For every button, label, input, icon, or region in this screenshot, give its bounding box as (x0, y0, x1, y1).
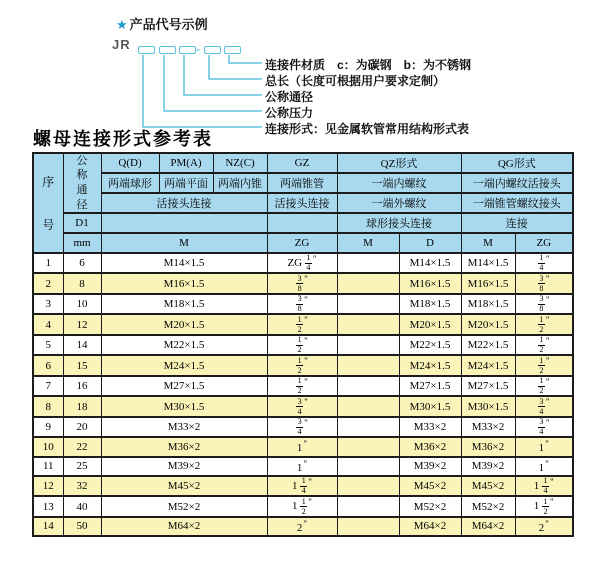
cell-dn: 20 (63, 417, 101, 437)
diagram-label-material: 连接件材质 c：为碳钢 b：为不锈钢 (265, 58, 472, 72)
cell-dn: 10 (63, 294, 101, 314)
header-endform-qz: 一端内螺纹 (337, 173, 461, 193)
cell-seq: 13 (33, 496, 63, 516)
cell-qz-m (337, 417, 399, 437)
cell-dn: 32 (63, 476, 101, 496)
cell-qz-d: M33×2 (399, 417, 461, 437)
cell-gz: $\frac{3}{4}$ " (267, 417, 337, 437)
diagram-label-diameter: 公称通径 (265, 90, 314, 104)
table-row (33, 396, 573, 416)
header-unit-m-qg: M (461, 233, 515, 253)
table-row (33, 517, 573, 536)
cell-gz: $\frac{1}{2}$ " (267, 314, 337, 334)
cell-gz: ZG $\frac{1}{4}$ " (267, 253, 337, 273)
table-row (33, 417, 573, 437)
header-group-gz: GZ (267, 153, 337, 173)
cell-qz-d: M39×2 (399, 457, 461, 476)
header-unit-zg-gz: ZG (267, 233, 337, 253)
cell-qz-m (337, 517, 399, 536)
cell-qz-m (337, 376, 399, 396)
cell-qg-m: M27×1.5 (461, 376, 515, 396)
cell-gz: $\frac{1}{2}$ " (267, 335, 337, 355)
cell-seq: 12 (33, 476, 63, 496)
cell-dn: 15 (63, 355, 101, 375)
header-d1: D1 (63, 213, 101, 233)
cell-qg-zg: 2" (515, 517, 573, 536)
table-row (33, 314, 573, 334)
header-unit-zg-qg: ZG (515, 233, 573, 253)
header-conn-ball: 球形接头连接 (337, 213, 461, 233)
header-endform-gz: 两端锥管 (267, 173, 337, 193)
cell-qg-zg: $\frac{3}{4}$ " (515, 417, 573, 437)
header-d1-blank-left (101, 213, 267, 233)
header-row-units (33, 233, 573, 253)
cell-qg-zg: $\frac{1}{4}$ " (515, 253, 573, 273)
cell-seq: 6 (33, 355, 63, 375)
table-row (33, 376, 573, 396)
cell-qg-m: M14×1.5 (461, 253, 515, 273)
cell-seq: 14 (33, 517, 63, 536)
cell-seq: 5 (33, 335, 63, 355)
cell-m-thread: M30×1.5 (101, 396, 267, 416)
header-group-nzc: NZ(C) (213, 153, 267, 173)
code-box-5 (224, 46, 241, 54)
header-row-end-forms (33, 173, 573, 193)
header-conn-union-gz: 活接头连接 (267, 193, 337, 213)
cell-qg-m: M39×2 (461, 457, 515, 476)
header-unit-m-wide: M (101, 233, 267, 253)
code-box-3 (179, 46, 196, 54)
cell-gz: $\frac{1}{2}$ " (267, 355, 337, 375)
header-row-connections (33, 193, 573, 213)
cell-qg-m: M18×1.5 (461, 294, 515, 314)
cell-qg-zg: $\frac{1}{2}$ " (515, 355, 573, 375)
cell-qz-m (337, 437, 399, 456)
cell-qz-d: M16×1.5 (399, 273, 461, 293)
header-unit-d-qz: D (399, 233, 461, 253)
cell-seq: 10 (33, 437, 63, 456)
cell-qz-m (337, 273, 399, 293)
cell-qz-m (337, 476, 399, 496)
cell-qz-d: M45×2 (399, 476, 461, 496)
cell-m-thread: M39×2 (101, 457, 267, 476)
header-conn-taper: 一端锥管螺纹接头 (461, 193, 573, 213)
cell-qg-m: M52×2 (461, 496, 515, 516)
table-row (33, 457, 573, 476)
cell-qg-zg: $\frac{1}{2}$ " (515, 314, 573, 334)
cell-m-thread: M45×2 (101, 476, 267, 496)
cell-dn: 22 (63, 437, 101, 456)
cell-qz-m (337, 314, 399, 334)
cell-qz-d: M64×2 (399, 517, 461, 536)
table-row (33, 437, 573, 456)
table-body (33, 253, 573, 536)
cell-seq: 1 (33, 253, 63, 273)
cell-qg-zg: 1 $\frac{1}{4}$ " (515, 476, 573, 496)
header-endform-qd: 两端球形 (101, 173, 159, 193)
cell-qg-zg: $\frac{3}{4}$ " (515, 396, 573, 416)
cell-qz-d: M27×1.5 (399, 376, 461, 396)
cell-qz-d: M18×1.5 (399, 294, 461, 314)
cell-qg-zg: $\frac{3}{8}$ " (515, 294, 573, 314)
header-row-d1 (33, 213, 573, 233)
header-endform-nzc: 两端内锥 (213, 173, 267, 193)
header-endform-qg: 一端内螺纹活接头 (461, 173, 573, 193)
cell-qg-m: M45×2 (461, 476, 515, 496)
cell-seq: 7 (33, 376, 63, 396)
cell-qg-m: M30×1.5 (461, 396, 515, 416)
cell-seq: 11 (33, 457, 63, 476)
cell-seq: 2 (33, 273, 63, 293)
table-row (33, 496, 573, 516)
cell-gz: $\frac{3}{8}$ " (267, 294, 337, 314)
cell-dn: 14 (63, 335, 101, 355)
nut-connection-reference-table (32, 152, 574, 537)
header-conn-union: 活接头连接 (101, 193, 267, 213)
cell-dn: 12 (63, 314, 101, 334)
table-title: 螺母连接形式参考表 (33, 129, 213, 150)
cell-gz: 1 $\frac{1}{4}$ " (267, 476, 337, 496)
cell-m-thread: M20×1.5 (101, 314, 267, 334)
cell-qg-m: M16×1.5 (461, 273, 515, 293)
cell-qg-zg: 1" (515, 437, 573, 456)
code-box-4 (204, 46, 221, 54)
cell-m-thread: M27×1.5 (101, 376, 267, 396)
table-row (33, 294, 573, 314)
header-seq: 序 号 (33, 153, 63, 253)
cell-gz: $\frac{1}{2}$ " (267, 376, 337, 396)
header-conn-external: 一端外螺纹 (337, 193, 461, 213)
cell-dn: 6 (63, 253, 101, 273)
cell-qz-d: M36×2 (399, 437, 461, 456)
cell-seq: 9 (33, 417, 63, 437)
cell-qz-m (337, 253, 399, 273)
cell-qg-zg: 1" (515, 457, 573, 476)
cell-m-thread: M52×2 (101, 496, 267, 516)
cell-m-thread: M18×1.5 (101, 294, 267, 314)
cell-qg-m: M64×2 (461, 517, 515, 536)
header-conn-plain: 连接 (461, 213, 573, 233)
code-dash: - (196, 42, 200, 56)
cell-dn: 8 (63, 273, 101, 293)
cell-m-thread: M64×2 (101, 517, 267, 536)
cell-qz-d: M22×1.5 (399, 335, 461, 355)
cell-qg-m: M20×1.5 (461, 314, 515, 334)
cell-m-thread: M22×1.5 (101, 335, 267, 355)
cell-seq: 8 (33, 396, 63, 416)
cell-qg-m: M36×2 (461, 437, 515, 456)
cell-qz-m (337, 335, 399, 355)
diagram-label-pressure: 公称压力 (265, 106, 314, 120)
header-dn: 公 称 通 径 (63, 153, 101, 213)
cell-dn: 40 (63, 496, 101, 516)
code-box-2 (159, 46, 176, 54)
header-group-qz: QZ形式 (337, 153, 461, 173)
cell-qz-d: M52×2 (399, 496, 461, 516)
cell-dn: 16 (63, 376, 101, 396)
cell-m-thread: M16×1.5 (101, 273, 267, 293)
cell-gz: 1 $\frac{1}{2}$ " (267, 496, 337, 516)
cell-qg-m: M24×1.5 (461, 355, 515, 375)
cell-seq: 4 (33, 314, 63, 334)
cell-seq: 3 (33, 294, 63, 314)
cell-qz-d: M30×1.5 (399, 396, 461, 416)
table-row (33, 253, 573, 273)
diagram-label-length: 总长（长度可根据用户要求定制） (265, 74, 446, 88)
cell-dn: 18 (63, 396, 101, 416)
cell-qz-m (337, 496, 399, 516)
cell-qg-zg: $\frac{3}{8}$ " (515, 273, 573, 293)
header-unit-m-qz: M (337, 233, 399, 253)
cell-m-thread: M36×2 (101, 437, 267, 456)
code-prefix: JR (112, 37, 131, 52)
cell-qg-zg: $\frac{1}{2}$ " (515, 335, 573, 355)
cell-qg-m: M33×2 (461, 417, 515, 437)
cell-qz-d: M24×1.5 (399, 355, 461, 375)
cell-m-thread: M14×1.5 (101, 253, 267, 273)
header-row-groups (33, 153, 573, 173)
header-endform-pma: 两端平面 (159, 173, 213, 193)
cell-gz: $\frac{3}{8}$ " (267, 273, 337, 293)
cell-qz-m (337, 457, 399, 476)
star-icon: ★ (116, 17, 128, 32)
header-group-pma: PM(A) (159, 153, 213, 173)
cell-qg-zg: $\frac{1}{2}$ " (515, 376, 573, 396)
cell-m-thread: M33×2 (101, 417, 267, 437)
code-box-1 (138, 46, 155, 54)
header-d1-blank-gz (267, 213, 337, 233)
cell-qz-d: M20×1.5 (399, 314, 461, 334)
cell-gz: $\frac{3}{4}$ " (267, 396, 337, 416)
table-row (33, 476, 573, 496)
diagram-title-text: 产品代号示例 (129, 17, 208, 32)
cell-qg-m: M22×1.5 (461, 335, 515, 355)
cell-qz-m (337, 294, 399, 314)
cell-qz-d: M14×1.5 (399, 253, 461, 273)
diagram-label-connection: 连接形式：见金属软管常用结构形式表 (265, 122, 470, 136)
cell-m-thread: M24×1.5 (101, 355, 267, 375)
cell-gz: 2" (267, 517, 337, 536)
header-group-qd: Q(D) (101, 153, 159, 173)
cell-dn: 50 (63, 517, 101, 536)
table-row (33, 355, 573, 375)
header-group-qg: QG形式 (461, 153, 573, 173)
header-unit-mm: mm (63, 233, 101, 253)
table-row (33, 273, 573, 293)
cell-qg-zg: 1 $\frac{1}{2}$ " (515, 496, 573, 516)
cell-gz: 1" (267, 437, 337, 456)
cell-qz-m (337, 355, 399, 375)
cell-qz-m (337, 396, 399, 416)
cell-dn: 25 (63, 457, 101, 476)
table-row (33, 335, 573, 355)
cell-gz: 1" (267, 457, 337, 476)
